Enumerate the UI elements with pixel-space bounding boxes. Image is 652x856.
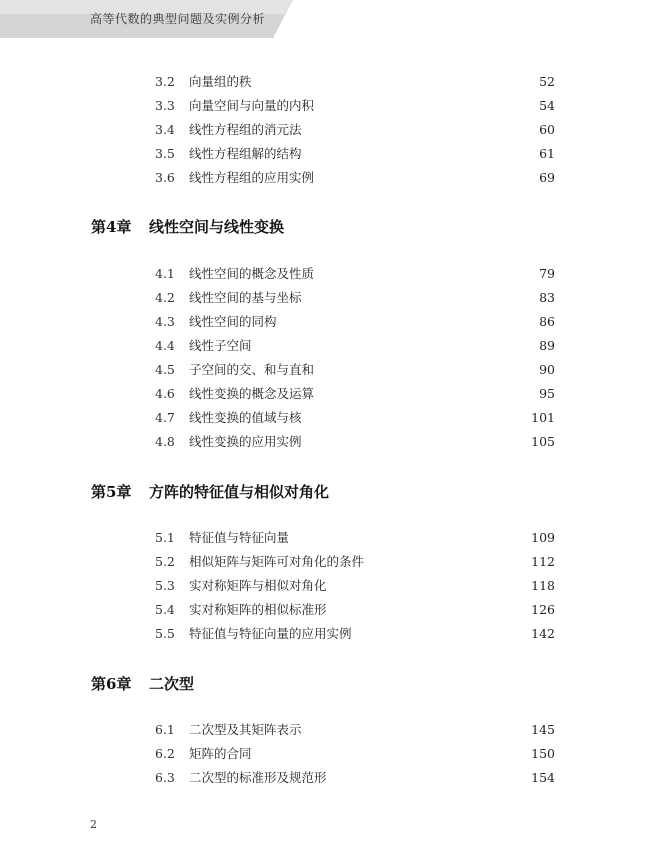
section-number: 3.2 <box>155 74 175 89</box>
toc-entry[interactable] <box>155 72 555 92</box>
section-number: 4.6 <box>155 386 175 401</box>
page-number: 150 <box>531 746 555 761</box>
section-number: 3.6 <box>155 170 175 185</box>
chapter-title: 方阵的特征值与相似对角化 <box>149 483 330 501</box>
section-title: 相似矩阵与矩阵可对角化的条件 <box>189 554 365 569</box>
page-number: 54 <box>539 98 555 113</box>
toc-entry[interactable] <box>155 120 555 140</box>
section-title: 线性变换的应用实例 <box>189 434 302 449</box>
section-title: 子空间的交、和与直和 <box>189 362 315 377</box>
section-number: 4.1 <box>155 266 175 281</box>
chapter-number: 第5章 <box>91 483 132 501</box>
section-title: 特征值与特征向量 <box>189 530 290 545</box>
section-number: 4.2 <box>155 290 175 305</box>
section-number: 4.5 <box>155 362 175 377</box>
section-number: 6.2 <box>155 746 175 761</box>
section-title: 特征值与特征向量的应用实例 <box>189 626 352 641</box>
toc-entry[interactable] <box>155 96 555 116</box>
page-folio: 2 <box>90 818 97 831</box>
section-title: 向量组的秩 <box>189 74 252 89</box>
section-title: 二次型的标准形及规范形 <box>189 770 327 785</box>
section-number: 5.4 <box>155 602 175 617</box>
page-number: 61 <box>539 146 555 161</box>
chapter-title: 线性空间与线性变换 <box>149 218 285 236</box>
toc-entry[interactable] <box>155 360 555 380</box>
toc-entry[interactable] <box>155 144 555 164</box>
toc-entry[interactable] <box>155 408 555 428</box>
section-number: 5.3 <box>155 578 175 593</box>
section-number: 6.3 <box>155 770 175 785</box>
section-number: 3.4 <box>155 122 175 137</box>
page-number: 79 <box>539 266 555 281</box>
chapter-number: 第6章 <box>91 675 132 693</box>
section-title: 线性变换的值域与核 <box>189 410 302 425</box>
page-number: 52 <box>539 74 555 89</box>
running-title: 高等代数的典型问题及实例分析 <box>90 12 266 26</box>
section-title: 线性空间的基与坐标 <box>189 290 302 305</box>
toc-entry[interactable] <box>155 552 555 572</box>
section-number: 4.3 <box>155 314 175 329</box>
page-number: 95 <box>539 386 555 401</box>
section-number: 6.1 <box>155 722 175 737</box>
toc-entry[interactable] <box>155 288 555 308</box>
toc-entry[interactable] <box>155 768 555 788</box>
page-number: 112 <box>531 554 555 569</box>
page-number: 105 <box>531 434 555 449</box>
toc-entry[interactable] <box>155 336 555 356</box>
page-number: 89 <box>539 338 555 353</box>
toc-entry[interactable] <box>155 624 555 644</box>
section-number: 3.5 <box>155 146 175 161</box>
section-title: 实对称矩阵与相似对角化 <box>189 578 327 593</box>
section-title: 矩阵的合同 <box>189 746 252 761</box>
toc-entry[interactable] <box>155 600 555 620</box>
page-number: 109 <box>531 530 555 545</box>
section-number: 5.1 <box>155 530 175 545</box>
section-title: 线性方程组的应用实例 <box>189 170 315 185</box>
page-number: 126 <box>531 602 555 617</box>
section-number: 4.7 <box>155 410 175 425</box>
section-number: 5.2 <box>155 554 175 569</box>
section-title: 线性变换的概念及运算 <box>189 386 315 401</box>
page-number: 90 <box>539 362 555 377</box>
section-title: 线性空间的同构 <box>189 314 277 329</box>
toc-entry[interactable] <box>155 744 555 764</box>
section-title: 线性方程组的消元法 <box>189 122 302 137</box>
page-number: 86 <box>539 314 555 329</box>
page-number: 101 <box>531 410 555 425</box>
toc-entry[interactable] <box>155 432 555 452</box>
toc-entry[interactable] <box>155 384 555 404</box>
section-title: 向量空间与向量的内积 <box>189 98 315 113</box>
section-number: 3.3 <box>155 98 175 113</box>
section-title: 线性子空间 <box>189 338 252 353</box>
section-title: 二次型及其矩阵表示 <box>189 722 302 737</box>
toc-entry[interactable] <box>155 576 555 596</box>
section-number: 5.5 <box>155 626 175 641</box>
page-number: 118 <box>531 578 555 593</box>
toc-entry[interactable] <box>155 264 555 284</box>
chapter-number: 第4章 <box>91 218 132 236</box>
chapter-title: 二次型 <box>149 675 195 693</box>
page-number: 154 <box>531 770 555 785</box>
toc-entry[interactable] <box>155 720 555 740</box>
section-title: 线性方程组解的结构 <box>189 146 302 161</box>
section-number: 4.4 <box>155 338 175 353</box>
page-number: 83 <box>539 290 555 305</box>
section-number: 4.8 <box>155 434 175 449</box>
section-title: 实对称矩阵的相似标准形 <box>189 602 327 617</box>
section-title: 线性空间的概念及性质 <box>189 266 315 281</box>
page-number: 145 <box>531 722 555 737</box>
page-number: 142 <box>531 626 555 641</box>
page-number: 69 <box>539 170 555 185</box>
page-number: 60 <box>539 122 555 137</box>
toc-entry[interactable] <box>155 168 555 188</box>
toc-entry[interactable] <box>155 528 555 548</box>
toc-entry[interactable] <box>155 312 555 332</box>
